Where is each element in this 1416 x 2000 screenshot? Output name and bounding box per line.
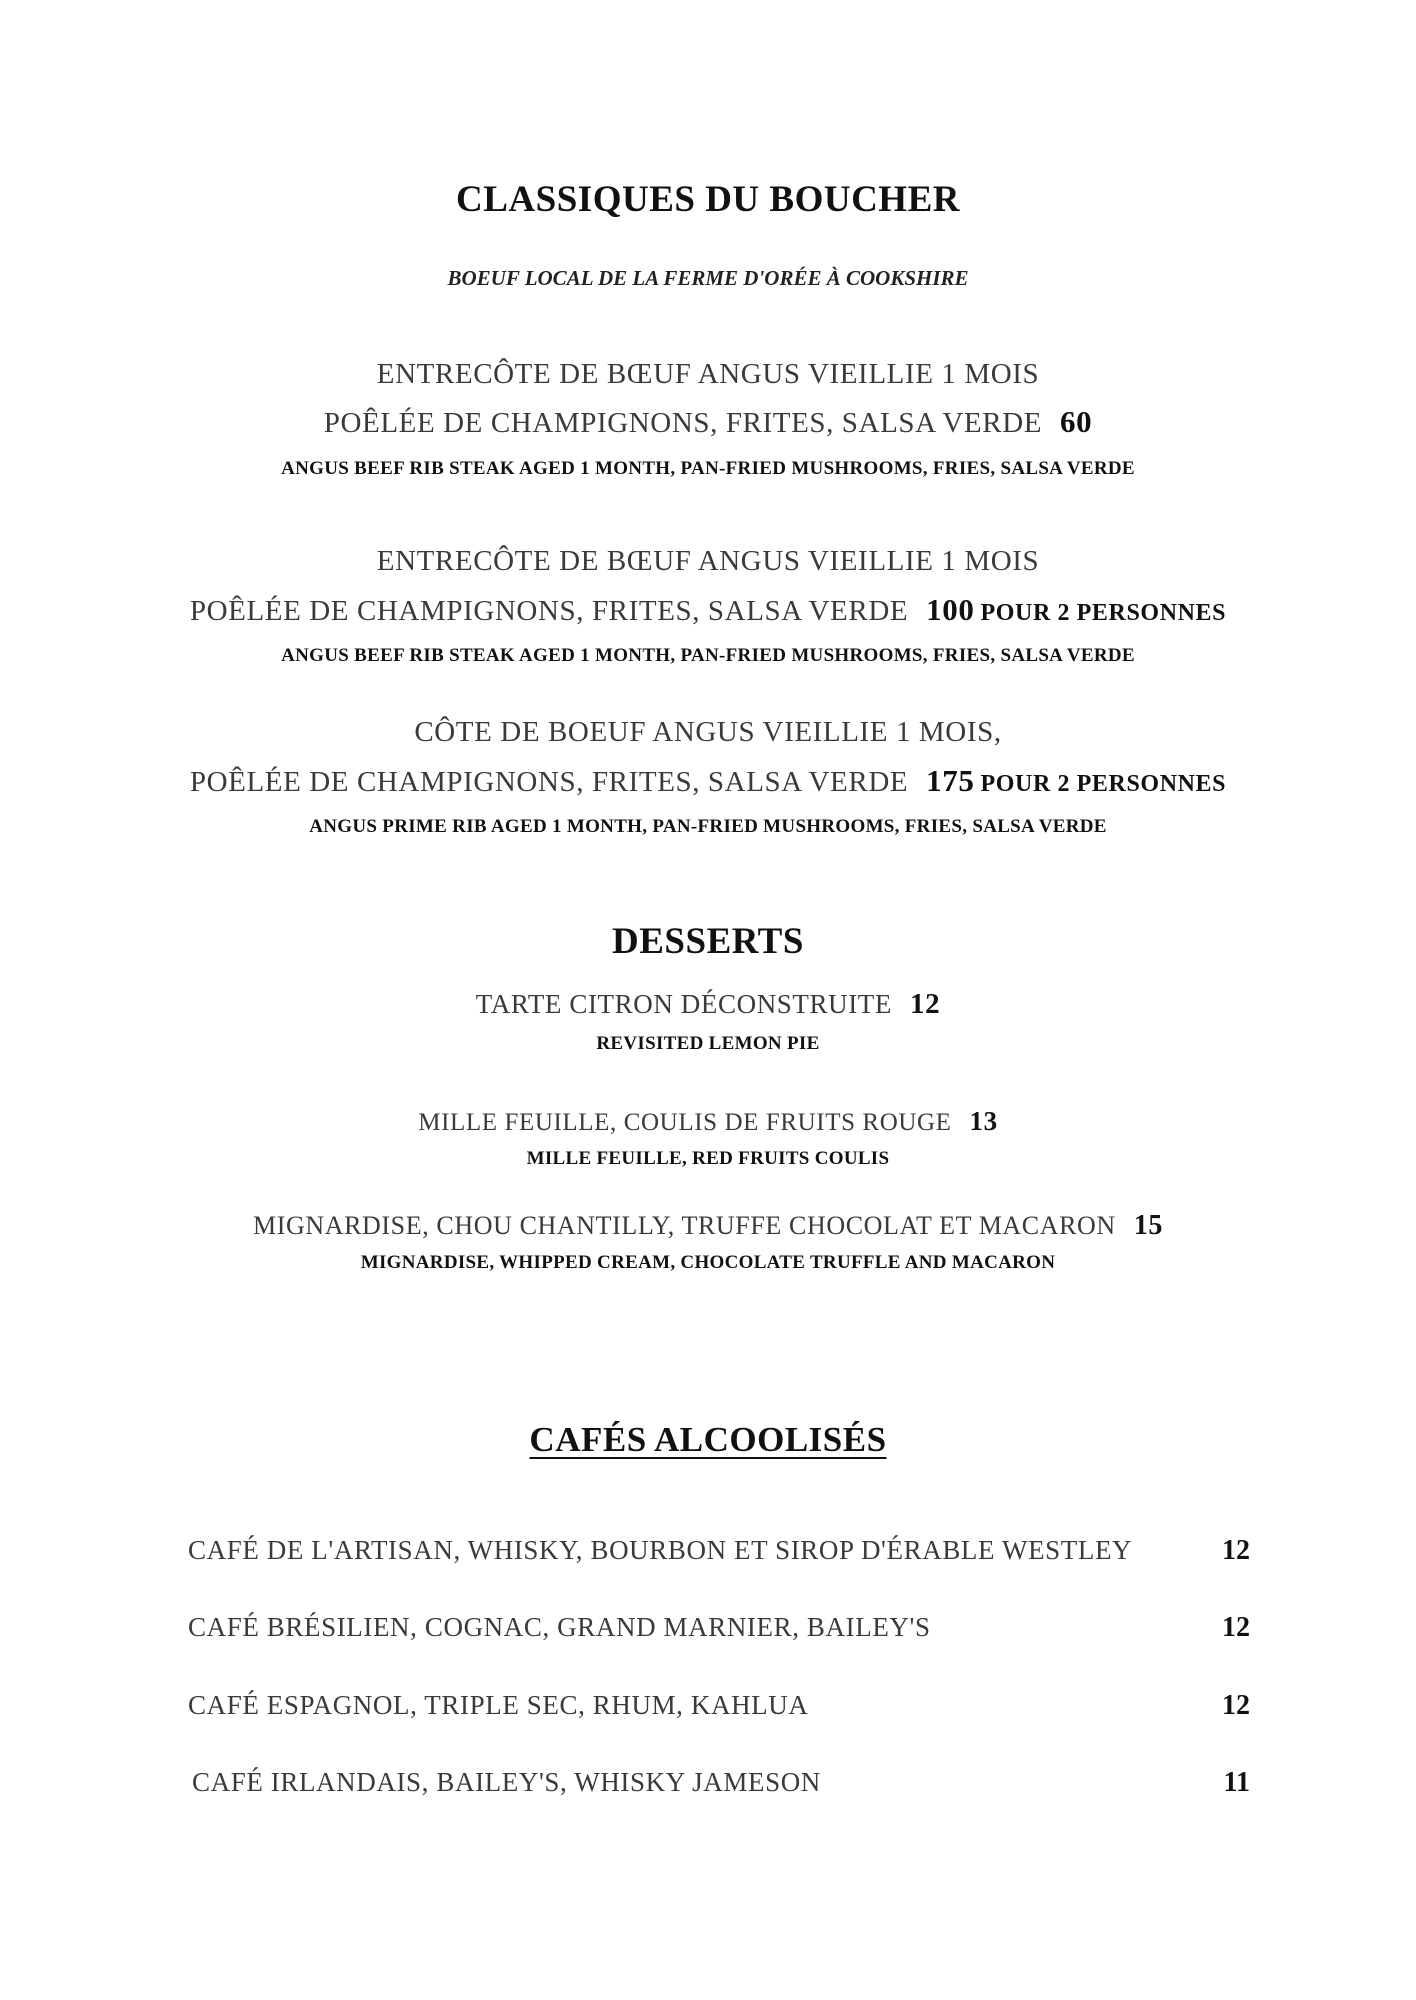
butcher-item-2-line1: ENTRECÔTE DE BŒUF ANGUS VIEILLIE 1 MOIS	[376, 545, 1040, 577]
cafe-item-4-name: CAFÉ IRLANDAIS, BAILEY'S, WHISKY JAMESON	[192, 1767, 821, 1797]
section-title-desserts: DESSERTS	[612, 921, 804, 962]
cafe-item-4-price: 11	[1223, 1767, 1250, 1798]
dessert-item-1-price: 12	[910, 988, 941, 1020]
dessert-item-3-name: MIGNARDISE, CHOU CHANTILLY, TRUFFE CHOCOLAT ET MACARON	[252, 1211, 1116, 1240]
butcher-item-2-english: ANGUS BEEF RIB STEAK AGED 1 MONTH, PAN-FRIED MUSHROOMS, FRIES, SALSA VERDE	[281, 645, 1135, 666]
butcher-item-2-desc: POÊLÉE DE CHAMPIGNONS, FRITES, SALSA VERDE	[189, 595, 909, 627]
dessert-item-3-price: 15	[1133, 1210, 1164, 1241]
dessert-item-3	[0, 1210, 1416, 1242]
cafe-item-1-price: 12	[1222, 1535, 1250, 1566]
dessert-item-3-english: MIGNARDISE, WHIPPED CREAM, CHOCOLATE TRUFFLE AND MACARON	[360, 1252, 1056, 1273]
dessert-item-2-english: MILLE FEUILLE, RED FRUITS COULIS	[526, 1148, 890, 1169]
dessert-item-1-english: REVISITED LEMON PIE	[596, 1033, 820, 1054]
butcher-item-3-english: ANGUS PRIME RIB AGED 1 MONTH, PAN-FRIED MUSHROOMS, FRIES, SALSA VERDE	[309, 816, 1107, 837]
butcher-item-1-desc: POÊLÉE DE CHAMPIGNONS, FRITES, SALSA VERDE	[323, 407, 1043, 439]
cafe-item-4	[192, 1767, 1250, 1807]
butcher-item-3-price: 175	[926, 763, 975, 798]
section-title-cafes	[0, 1420, 1416, 1460]
butcher-item-1-line2	[0, 404, 1416, 440]
section-title-cafes-text: CAFÉS ALCOOLISÉS	[529, 1420, 887, 1459]
section-title-butcher: CLASSIQUES DU BOUCHER	[456, 179, 960, 220]
dessert-item-2-price: 13	[969, 1106, 998, 1136]
cafe-item-3-name: CAFÉ ESPAGNOL, TRIPLE SEC, RHUM, KAHLUA	[188, 1690, 809, 1720]
dessert-item-1	[0, 988, 1416, 1021]
dessert-item-2	[0, 1106, 1416, 1137]
cafe-item-1-name: CAFÉ DE L'ARTISAN, WHISKY, BOURBON ET SIROP D'ÉRABLE WESTLEY	[188, 1535, 1133, 1565]
dessert-item-2-name: MILLE FEUILLE, COULIS DE FRUITS ROUGE	[418, 1109, 952, 1136]
cafe-item-3-price: 12	[1222, 1690, 1250, 1721]
cafe-item-1	[188, 1535, 1250, 1575]
butcher-item-3-line1: CÔTE DE BOEUF ANGUS VIEILLIE 1 MOIS,	[414, 716, 1002, 748]
butcher-item-3-line2	[0, 763, 1416, 799]
cafe-item-2-name: CAFÉ BRÉSILIEN, COGNAC, GRAND MARNIER, BAILEY'S	[188, 1612, 931, 1642]
butcher-item-2-price-note: POUR 2 PERSONNES	[980, 600, 1227, 626]
butcher-item-1-line1: ENTRECÔTE DE BŒUF ANGUS VIEILLIE 1 MOIS	[376, 358, 1040, 390]
butcher-item-3-desc: POÊLÉE DE CHAMPIGNONS, FRITES, SALSA VERDE	[189, 766, 909, 798]
butcher-item-1-price: 60	[1060, 404, 1093, 439]
butcher-item-3-price-note: POUR 2 PERSONNES	[980, 771, 1227, 797]
section-subtitle-butcher: BOEUF LOCAL DE LA FERME D'ORÉE À COOKSHIRE	[447, 266, 969, 290]
dessert-item-1-name: TARTE CITRON DÉCONSTRUITE	[475, 989, 892, 1019]
butcher-item-1-english: ANGUS BEEF RIB STEAK AGED 1 MONTH, PAN-FRIED MUSHROOMS, FRIES, SALSA VERDE	[281, 458, 1135, 479]
cafe-item-2	[188, 1612, 1250, 1652]
cafe-item-2-price: 12	[1222, 1612, 1250, 1643]
butcher-item-2-price: 100	[926, 592, 975, 627]
cafe-item-3	[188, 1690, 1250, 1730]
butcher-item-2-line2	[0, 592, 1416, 628]
